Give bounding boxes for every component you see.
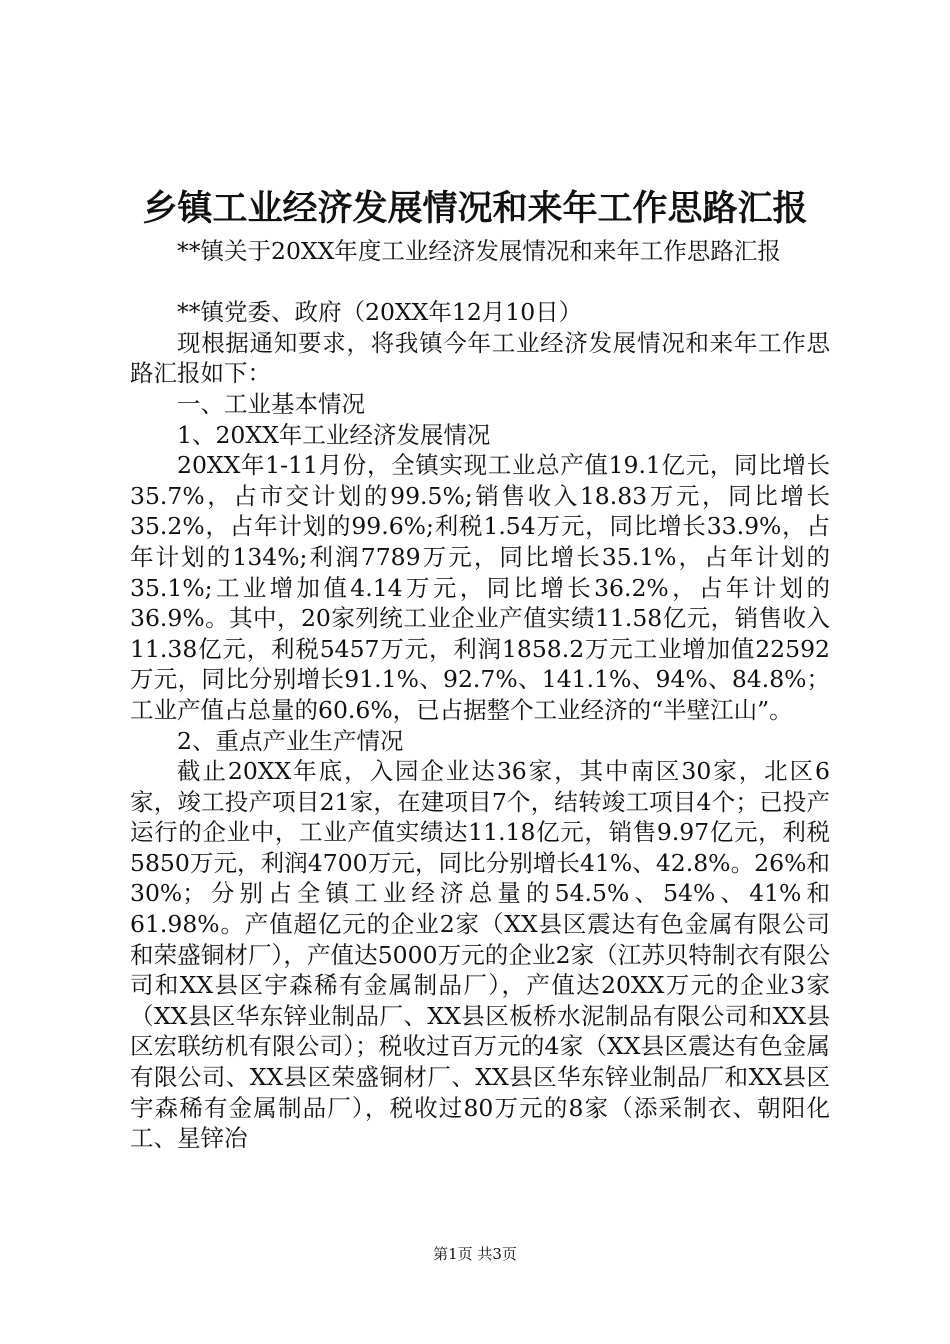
paragraph-industry-stats: 20XX年1-11月份，全镇实现工业总产值19.1亿元，同比增长35.7%，占市交计划的99.5%;销售收入18.83万元，同比增长35.2%，占年计划的99.6%;利税1.54万元，同比增长33.9%，占年计划的134%;利润7789万元，同比增长35.1%，占年计划的35.1%;工业增加值4.14万元，同比增长36.2%，占年计划的36.9%。其中，20家列统工业企业产值实绩11.58亿元，销售收入11.38亿元，利税5457万元，利润1858.2万元工业增加值22592万元，同比分别增长91.1%、92.7%、141.1%、94%、84.8%；工业产值占总量的60.6%，已占据整个工业经济的“半壁江山”。 [130, 451, 830, 724]
subsection-heading-1: 1、20XX年工业经济发展情况 [177, 420, 491, 449]
document-subtitle: **镇关于20XX年度工业经济发展情况和来年工作思路汇报 [177, 237, 781, 265]
paragraph-author-date: **镇党委、政府（20XX年12月10日） [177, 298, 583, 327]
paragraph-intro: 现根据通知要求，将我镇今年工业经济发展情况和来年工作思路汇报如下： [130, 328, 830, 388]
section-heading-1: 一、工业基本情况 [177, 389, 365, 418]
page-footer: 第1页 共3页 [433, 1245, 517, 1263]
paragraph-key-industries: 截止20XX年底，入园企业达36家，其中南区30家，北区6家，竣工投产项目21家，在建项目7个，结转竣工项目4个；已投产运行的企业中，工业产值实绩达11.18亿元，销售9.97亿元，利税5850万元，利润4700万元，同比分别增长41%、42.8%。26%和30%；分别占全镇工业经济总量的54.5%、54%、41%和61.98%。产值超亿元的企业2家（XX县区震达有色金属有限公司和荣盛铜材厂），产值达5000万元的企业2家（江苏贝特制衣有限公司和XX县区宇森稀有金属制品厂），产值达20XX万元的企业3家（XX县区华东锌业制品厂、XX县区板桥水泥制品有限公司和XX县区宏联纺机有限公司）；税收过百万元的4家（XX县区震达有色金属有限公司、XX县区荣盛铜材厂、XX县区华东锌业制品厂和XX县区宇森稀有金属制品厂），税收过80万元的8家（添采制衣、朝阳化工、星锌冶 [130, 757, 830, 1153]
subsection-heading-2: 2、重点产业生产情况 [177, 726, 404, 755]
document-body [130, 236, 830, 1154]
document-title: 乡镇工业经济发展情况和来年工作思路汇报 [142, 188, 808, 229]
